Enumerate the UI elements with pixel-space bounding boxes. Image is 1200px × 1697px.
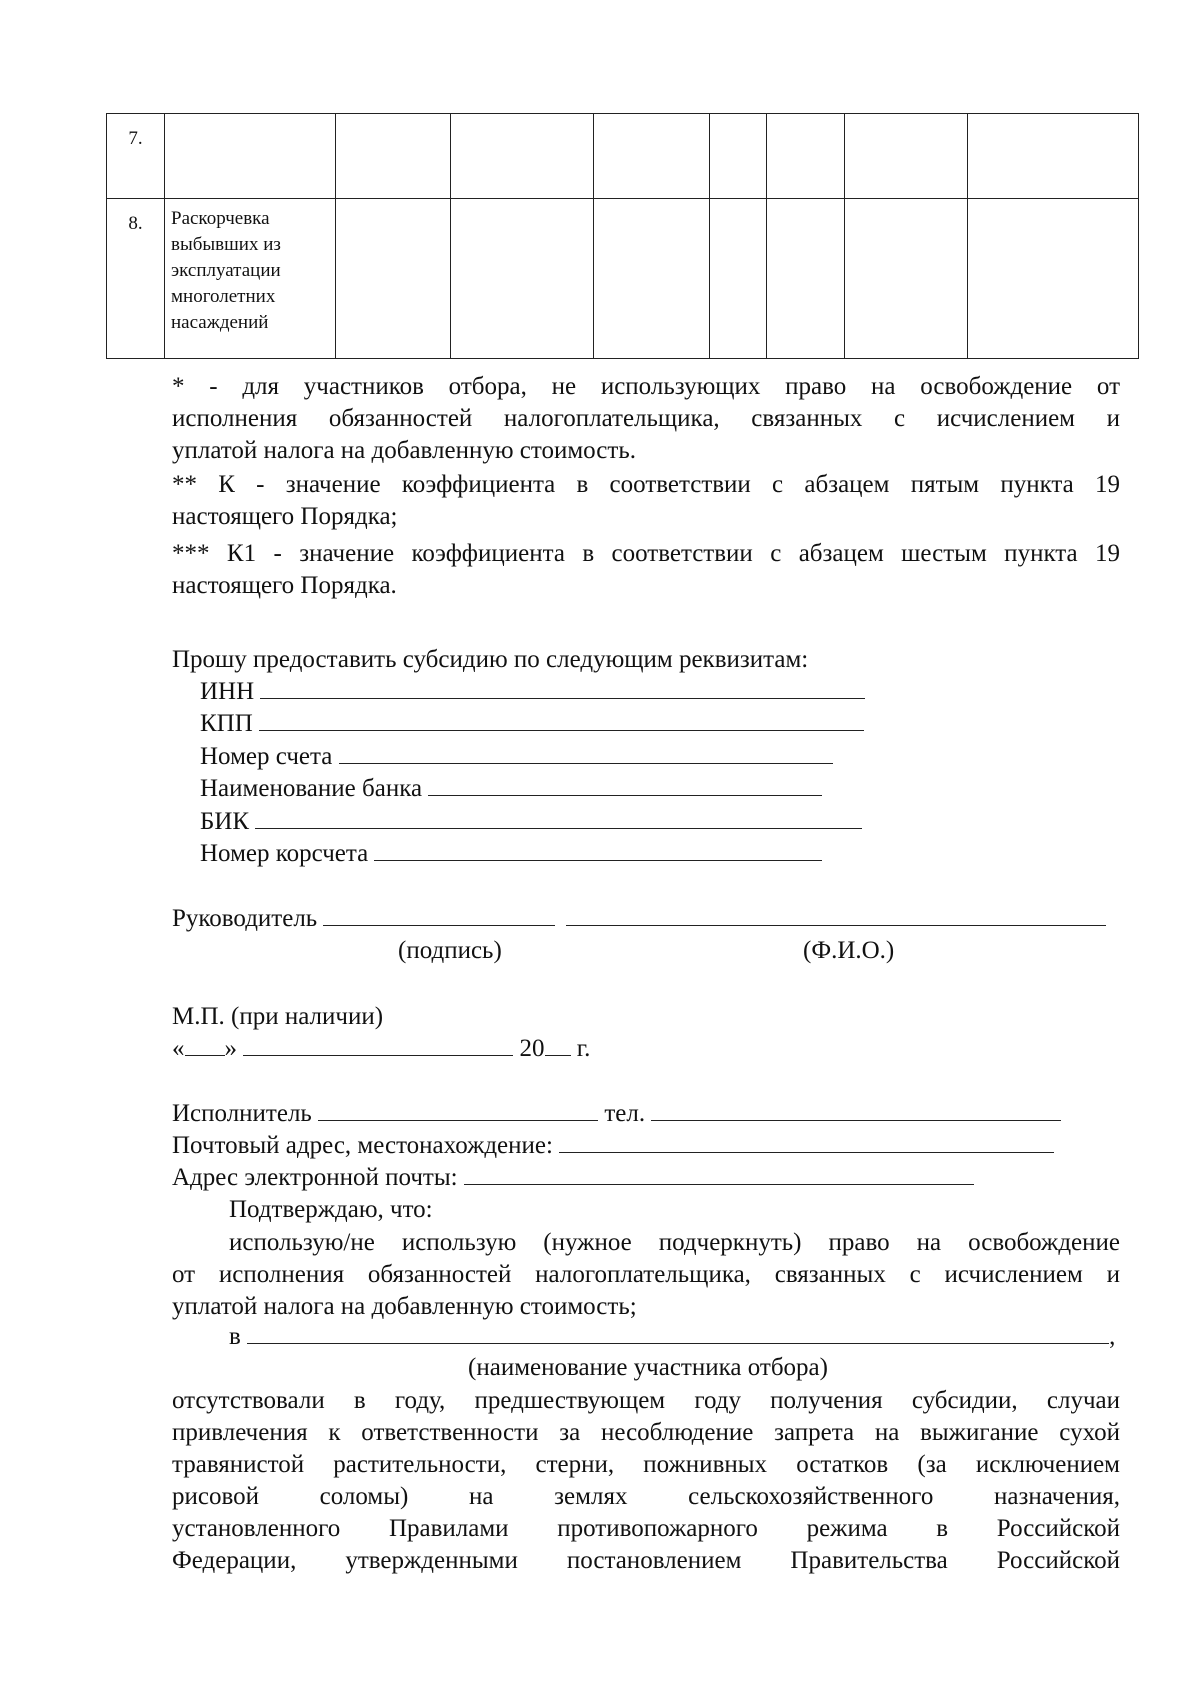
email-row — [172, 1162, 974, 1194]
footnote-2: ** К - значение коэффициента в соответствии с абзацем пятым пункта 19 настоящего Порядка; — [172, 471, 1120, 530]
table-cell — [767, 114, 845, 199]
postal-label: Почтовый адрес, местонахождение: — [172, 1132, 553, 1159]
kpp-field[interactable] — [259, 708, 864, 731]
bank-row — [200, 773, 822, 805]
inn-row — [200, 676, 865, 708]
executor-row — [172, 1098, 1061, 1130]
month-field[interactable] — [243, 1033, 513, 1056]
table-cell — [767, 199, 845, 359]
table-cell — [336, 114, 451, 199]
inn-label: ИНН — [200, 678, 255, 705]
table-cell — [968, 199, 1139, 359]
head-label: Руководитель — [172, 905, 318, 932]
row-name-line: насаждений — [171, 312, 269, 333]
confirm-title: Подтверждаю, что: — [229, 1196, 433, 1223]
year-field[interactable] — [545, 1033, 571, 1056]
day-field[interactable] — [185, 1033, 225, 1056]
phone-field[interactable] — [651, 1098, 1061, 1121]
row-number: 8. — [107, 199, 165, 359]
corr-row — [200, 838, 822, 870]
confirm-paragraph-1: использую/не использую (нужное подчеркнуть) право на освобождение от исполнения обязанностей налогоплательщика, связанных с исчислением и уплатой налога на добавленную стоимость; — [172, 1229, 1120, 1320]
head-fio-field[interactable] — [566, 903, 1106, 926]
signature-caption: (подпись) — [398, 937, 502, 964]
row-name-line: эксплуатации — [171, 260, 281, 281]
phone-label: тел. — [604, 1100, 646, 1127]
email-field[interactable] — [464, 1162, 974, 1185]
table-cell — [710, 114, 767, 199]
table-cell — [710, 199, 767, 359]
row-name-line: выбывших из — [171, 234, 281, 255]
table-cell — [451, 114, 594, 199]
account-label: Номер счета — [200, 743, 333, 770]
participant-row: в , — [229, 1323, 1116, 1350]
account-row — [200, 741, 833, 773]
table-cell — [845, 114, 968, 199]
row-name-line: Раскорчевка — [171, 208, 270, 229]
row-number: 7. — [107, 114, 165, 199]
inn-field[interactable] — [260, 676, 865, 699]
row-name-line: многолетних — [171, 286, 276, 307]
table-cell — [594, 114, 710, 199]
table-cell — [845, 199, 968, 359]
data-table — [106, 113, 1139, 359]
bik-field[interactable] — [255, 806, 862, 829]
corr-field[interactable] — [374, 838, 822, 861]
table-cell — [968, 114, 1139, 199]
table-cell — [451, 199, 594, 359]
participant-field[interactable] — [247, 1321, 1109, 1344]
email-label: Адрес электронной почты: — [172, 1164, 458, 1191]
fio-caption: (Ф.И.О.) — [803, 937, 895, 964]
postal-row — [172, 1130, 1054, 1162]
table-cell — [336, 199, 451, 359]
table-row — [107, 199, 1139, 359]
row-name — [165, 199, 336, 359]
footnote-1: * - для участников отбора, не использующих право на освобождение от исполнения обязанностей налогоплательщика, связанных с исчислением и уплатой налога на добавленную стоимость. — [172, 373, 1120, 464]
bik-row — [200, 806, 862, 838]
table-row — [107, 114, 1139, 199]
in-label: в — [229, 1323, 241, 1350]
table-cell — [594, 199, 710, 359]
bank-label: Наименование банка — [200, 775, 423, 802]
confirm-paragraph-2: отсутствовали в году, предшествующем году получения субсидии, случаи привлечения к ответственности за несоблюдение запрета на выжигание сухой травянистой растительности, стерни, пожнивных остатков (за исключением рисовой соломы) на землях сельскохозяйственного назначения, установленного Правилами противопожарного режима в Российской Федерации, утвержденными постановлением Правительства Российской — [172, 1387, 1120, 1574]
row-name — [165, 114, 336, 199]
kpp-label: КПП — [200, 710, 253, 737]
head-signature-field[interactable] — [323, 903, 555, 926]
executor-label: Исполнитель — [172, 1100, 312, 1127]
head-row — [172, 903, 1106, 935]
account-field[interactable] — [339, 741, 833, 764]
bik-label: БИК — [200, 808, 250, 835]
bank-field[interactable] — [428, 773, 822, 796]
footnote-3: *** К1 - значение коэффициента в соответствии с абзацем шестым пункта 19 настоящего Порядка. — [172, 540, 1120, 599]
stamp-label: М.П. (при наличии) — [172, 1003, 384, 1030]
date-row: « » 20 г. — [172, 1035, 591, 1062]
requisites-intro: Прошу предоставить субсидию по следующим реквизитам: — [172, 646, 809, 673]
kpp-row — [200, 708, 864, 740]
executor-field[interactable] — [318, 1098, 598, 1121]
postal-field[interactable] — [559, 1130, 1054, 1153]
corr-label: Номер корсчета — [200, 840, 369, 867]
participant-caption: (наименование участника отбора) — [468, 1354, 828, 1381]
